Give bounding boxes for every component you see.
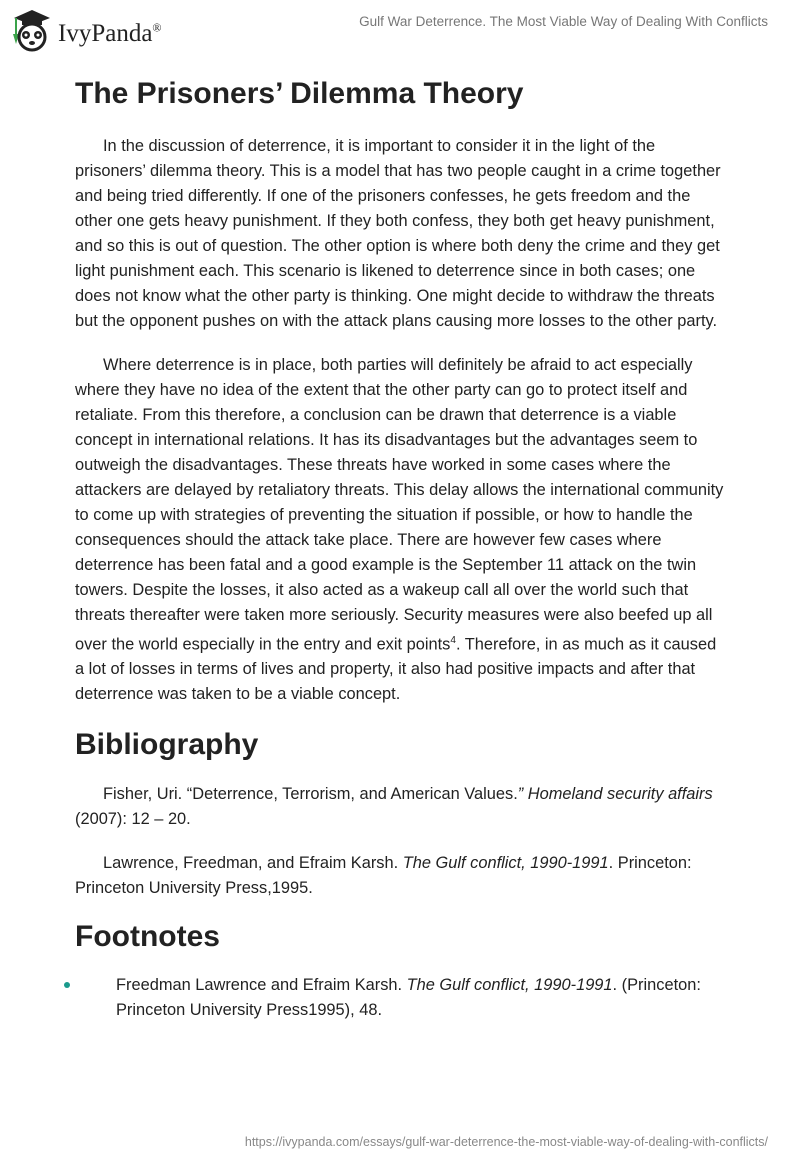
paragraph: Where deterrence is in place, both parties will definitely be afraid to act especially where they have no idea of the extent that the other party can go to protect itself and retaliate. From this therefore, a conclusion can be drawn that deterrence is a viable concept in international relations. It has its disadvantages but the advantages seem to outweigh the disadvantages. These threats have worked in some cases where the attackers are delayed by retaliatory threats. This delay allows the international community to come up with strategies of preventing the situation if possible, or how to handle the consequences should the attack take place. There are however few cases where deterrence has been fatal and a good example is the September 11 attack on the twin towers. Despite the losses, it also acted as a wakeup call all over the world such that threats thereafter were taken more seriously. Security measures were also beefed up all over the world especially in the entry and exit points$^4$. Therefore, in as much as it caused a lot of losses in terms of lives and property, it also had positive impacts and after that deterrence was taken to be a viable concept. (75, 356, 724, 704)
footnote-text: Freedman Lawrence and Efraim Karsh. The Gulf conflict, 1990-1991. (Princeton: Princeton University Press1995), 48. (116, 976, 701, 1020)
source-url[interactable]: https://ivypanda.com/essays/gulf-war-deterrence-the-most-viable-way-of-dealing-with-conflicts/ (244, 1135, 768, 1149)
section-heading-footnotes: Footnotes (75, 920, 220, 954)
document-title: Gulf War Deterrence. The Most Viable Way of Dealing With Conflicts (359, 14, 768, 29)
section-heading-prisoners-dilemma: The Prisoners’ Dilemma Theory (75, 77, 524, 110)
footnote-item (75, 973, 727, 1023)
article-body (75, 70, 727, 1023)
ivypanda-logo[interactable] (12, 8, 162, 52)
panda-graduate-icon (12, 8, 52, 52)
bibliography-entry: Lawrence, Freedman, and Efraim Karsh. The Gulf conflict, 1990-1991. Princeton: Princeton University Press,1995. (75, 854, 692, 898)
bibliography-entry: Fisher, Uri. “Deterrence, Terrorism, and American Values.” Homeland security affairs (2007): 12 – 20. (75, 785, 713, 829)
section-heading-bibliography: Bibliography (75, 728, 259, 762)
bullet-icon (64, 982, 70, 988)
paragraph: In the discussion of deterrence, it is important to consider it in the light of the prisoners’ dilemma theory. This is a model that has two people caught in a crime together and being tried differently. If one of the prisoners confesses, he gets freedom and the other one gets heavy punishment. If they both confess, they both get heavy punishment, and so this is out of question. The other option is where both deny the crime and they get light punishment each. This scenario is likened to deterrence since in both cases; one does not know what the other party is thinking. One might decide to withdraw the threats but the opponent pushes on with the attack plans causing more losses to the other party. (75, 137, 721, 330)
footnote-ref[interactable]: 4 (450, 635, 456, 646)
brand-name: IvyPanda® (58, 20, 162, 47)
